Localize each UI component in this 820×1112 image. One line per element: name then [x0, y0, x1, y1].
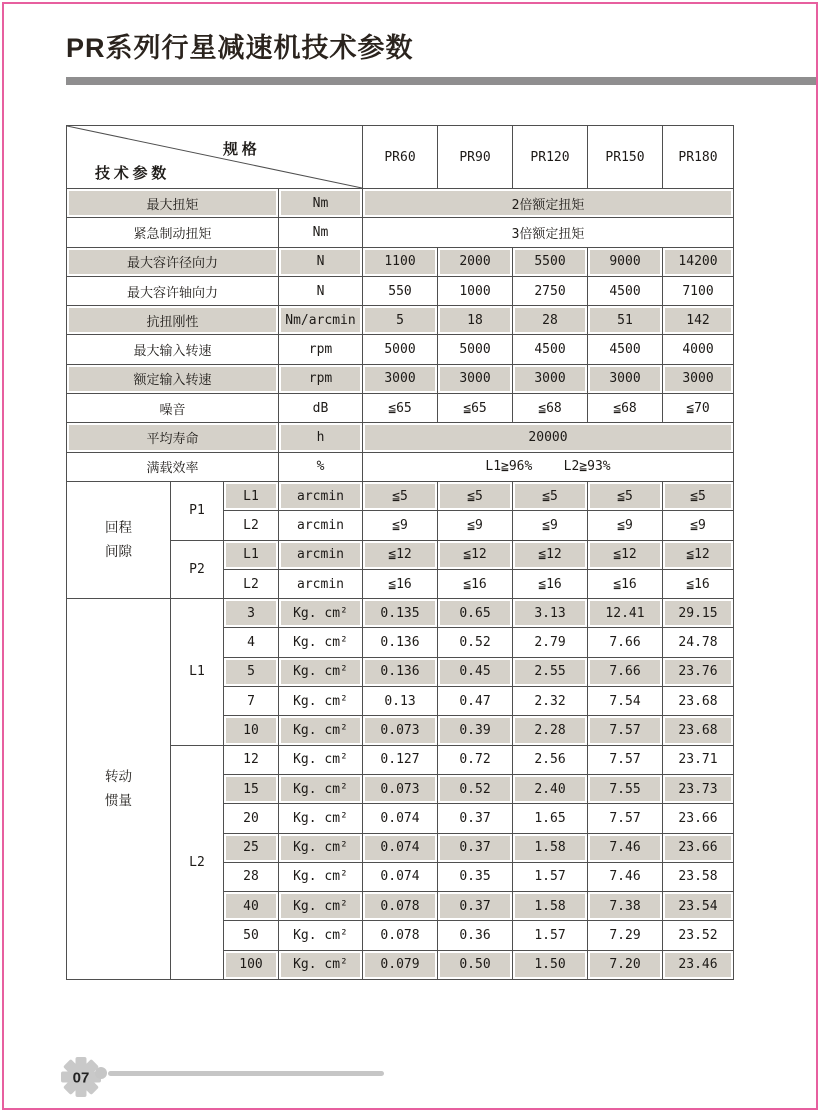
value-cell: ≦9 [363, 511, 438, 540]
column-header: PR180 [663, 126, 734, 189]
unit-cell: Kg. cm² [279, 892, 363, 921]
value-cell: 2.55 [513, 657, 588, 686]
value-cell: ≦16 [663, 569, 734, 598]
value-cell: 1.57 [513, 921, 588, 950]
value-cell: ≦5 [588, 481, 663, 510]
value-cell: 7.46 [588, 862, 663, 891]
value-cell: ≦9 [438, 511, 513, 540]
section-label-text: 转动惯量 [104, 768, 132, 809]
table-row [67, 276, 734, 305]
value-cell: ≦65 [363, 394, 438, 423]
value-cell: 0.127 [363, 745, 438, 774]
value-cell: 24.78 [663, 628, 734, 657]
column-header: PR60 [363, 126, 438, 189]
value-cell: 3000 [588, 364, 663, 393]
value-cell: 0.135 [363, 599, 438, 628]
row-label: 噪音 [67, 394, 279, 423]
value-cell: 0.45 [438, 657, 513, 686]
row-label: 紧急制动扭矩 [67, 218, 279, 247]
value-cell: 23.66 [663, 804, 734, 833]
row-label: 平均寿命 [67, 423, 279, 452]
value-cell: 0.074 [363, 833, 438, 862]
value-cell: 23.68 [663, 687, 734, 716]
unit-cell: % [279, 452, 363, 481]
value-cell: ≦5 [363, 481, 438, 510]
value-cell: 2.56 [513, 745, 588, 774]
ratio-cell: 7 [224, 687, 279, 716]
value-cell: 18 [438, 306, 513, 335]
value-cell: ≦16 [438, 569, 513, 598]
value-cell: ≦12 [363, 540, 438, 569]
value-cell: 7.57 [588, 804, 663, 833]
value-cell: 0.073 [363, 716, 438, 745]
corner-label-spec: 规 格 [223, 142, 257, 158]
value-cell: 0.37 [438, 892, 513, 921]
ratio-cell: 15 [224, 774, 279, 803]
value-cell: 0.72 [438, 745, 513, 774]
value-cell: 7.29 [588, 921, 663, 950]
group-cell: L1 [171, 599, 224, 745]
ratio-cell: 50 [224, 921, 279, 950]
grade-cell: P2 [171, 540, 224, 599]
value-cell: 1000 [438, 276, 513, 305]
unit-cell: Kg. cm² [279, 687, 363, 716]
value-cell: ≦9 [513, 511, 588, 540]
value-cell: L1≧96% L2≧93% [363, 452, 734, 481]
value-cell: 1.50 [513, 950, 588, 979]
value-cell: 0.35 [438, 862, 513, 891]
table-row [67, 452, 734, 481]
row-label: 抗扭刚性 [67, 306, 279, 335]
value-cell: ≦12 [588, 540, 663, 569]
value-cell: 0.13 [363, 687, 438, 716]
value-cell: 3.13 [513, 599, 588, 628]
unit-cell: Kg. cm² [279, 921, 363, 950]
unit-cell: h [279, 423, 363, 452]
spec-table [66, 125, 734, 980]
value-cell: 0.37 [438, 804, 513, 833]
value-cell: 3倍额定扭矩 [363, 218, 734, 247]
value-cell: ≦9 [588, 511, 663, 540]
column-header: PR120 [513, 126, 588, 189]
value-cell: 23.71 [663, 745, 734, 774]
value-cell: 3000 [438, 364, 513, 393]
value-cell: 3000 [363, 364, 438, 393]
value-cell: 0.073 [363, 774, 438, 803]
value-cell: ≦5 [663, 481, 734, 510]
ratio-cell: 10 [224, 716, 279, 745]
value-cell: 7.66 [588, 657, 663, 686]
unit-cell: Kg. cm² [279, 804, 363, 833]
value-cell: 2000 [438, 247, 513, 276]
value-cell: 0.078 [363, 921, 438, 950]
value-cell: ≦68 [513, 394, 588, 423]
value-cell: 23.76 [663, 657, 734, 686]
value-cell: 7.57 [588, 745, 663, 774]
row-label: 满载效率 [67, 452, 279, 481]
value-cell: 23.68 [663, 716, 734, 745]
row-label: 最大输入转速 [67, 335, 279, 364]
value-cell: 0.65 [438, 599, 513, 628]
level-cell: L2 [224, 569, 279, 598]
value-cell: ≦65 [438, 394, 513, 423]
value-cell: 4000 [663, 335, 734, 364]
footer-line [108, 1071, 384, 1076]
value-cell: 0.136 [363, 628, 438, 657]
table-row [67, 481, 734, 510]
value-cell: 1100 [363, 247, 438, 276]
title-underline-bar [66, 77, 816, 85]
value-cell: ≦12 [663, 540, 734, 569]
unit-cell: N [279, 247, 363, 276]
value-cell: 0.136 [363, 657, 438, 686]
unit-cell: Kg. cm² [279, 862, 363, 891]
value-cell: 23.46 [663, 950, 734, 979]
ratio-cell: 25 [224, 833, 279, 862]
unit-cell: Kg. cm² [279, 716, 363, 745]
table-row [67, 394, 734, 423]
value-cell: 2倍额定扭矩 [363, 189, 734, 218]
value-cell: 5500 [513, 247, 588, 276]
unit-cell: Kg. cm² [279, 774, 363, 803]
unit-cell: N [279, 276, 363, 305]
ratio-cell: 100 [224, 950, 279, 979]
unit-cell: dB [279, 394, 363, 423]
unit-cell: Kg. cm² [279, 745, 363, 774]
value-cell: 3000 [663, 364, 734, 393]
unit-cell: Nm/arcmin [279, 306, 363, 335]
unit-cell: Kg. cm² [279, 950, 363, 979]
value-cell: ≦16 [588, 569, 663, 598]
value-cell: ≦5 [438, 481, 513, 510]
value-cell: ≦16 [363, 569, 438, 598]
level-cell: L1 [224, 481, 279, 510]
value-cell: 0.39 [438, 716, 513, 745]
value-cell: 2.32 [513, 687, 588, 716]
unit-cell: rpm [279, 364, 363, 393]
ratio-cell: 40 [224, 892, 279, 921]
value-cell: 0.36 [438, 921, 513, 950]
value-cell: 12.41 [588, 599, 663, 628]
unit-cell: arcmin [279, 511, 363, 540]
value-cell: 2.28 [513, 716, 588, 745]
corner-label-param: 技 术 参 数 [95, 166, 167, 182]
value-cell: 3000 [513, 364, 588, 393]
value-cell: 51 [588, 306, 663, 335]
value-cell: 7.54 [588, 687, 663, 716]
value-cell: ≦70 [663, 394, 734, 423]
value-cell: ≦12 [438, 540, 513, 569]
value-cell: 0.074 [363, 862, 438, 891]
value-cell: 7.57 [588, 716, 663, 745]
row-label: 最大容许轴向力 [67, 276, 279, 305]
value-cell: 14200 [663, 247, 734, 276]
value-cell: 550 [363, 276, 438, 305]
ratio-cell: 20 [224, 804, 279, 833]
page-title: PR系列行星减速机技术参数 [66, 33, 414, 63]
footer-dot [95, 1067, 107, 1079]
value-cell: 1.58 [513, 892, 588, 921]
level-cell: L1 [224, 540, 279, 569]
value-cell: 7.66 [588, 628, 663, 657]
value-cell: 23.73 [663, 774, 734, 803]
value-cell: 0.37 [438, 833, 513, 862]
row-label: 额定输入转速 [67, 364, 279, 393]
table-row [67, 423, 734, 452]
value-cell: ≦5 [513, 481, 588, 510]
value-cell: 4500 [588, 276, 663, 305]
value-cell: ≦68 [588, 394, 663, 423]
unit-cell: arcmin [279, 481, 363, 510]
value-cell: 2.40 [513, 774, 588, 803]
value-cell: 5000 [363, 335, 438, 364]
value-cell: 1.65 [513, 804, 588, 833]
value-cell: 9000 [588, 247, 663, 276]
table-row [67, 247, 734, 276]
value-cell: 7100 [663, 276, 734, 305]
row-label: 最大扭矩 [67, 189, 279, 218]
value-cell: 5 [363, 306, 438, 335]
level-cell: L2 [224, 511, 279, 540]
table-row [67, 126, 734, 189]
value-cell: 23.52 [663, 921, 734, 950]
value-cell: 0.52 [438, 774, 513, 803]
value-cell: 0.52 [438, 628, 513, 657]
ratio-cell: 4 [224, 628, 279, 657]
value-cell: ≦9 [663, 511, 734, 540]
spec-table-wrap [66, 125, 734, 980]
value-cell: 0.079 [363, 950, 438, 979]
value-cell: 4500 [588, 335, 663, 364]
value-cell: ≦12 [513, 540, 588, 569]
unit-cell: Kg. cm² [279, 657, 363, 686]
unit-cell: Nm [279, 218, 363, 247]
value-cell: 5000 [438, 335, 513, 364]
table-row [67, 335, 734, 364]
unit-cell: Kg. cm² [279, 833, 363, 862]
value-cell: 29.15 [663, 599, 734, 628]
ratio-cell: 3 [224, 599, 279, 628]
value-cell: 0.50 [438, 950, 513, 979]
value-cell: 4500 [513, 335, 588, 364]
ratio-cell: 12 [224, 745, 279, 774]
column-header: PR150 [588, 126, 663, 189]
value-cell: 0.47 [438, 687, 513, 716]
value-cell: 7.38 [588, 892, 663, 921]
value-cell: 7.55 [588, 774, 663, 803]
value-cell: 0.078 [363, 892, 438, 921]
grade-cell: P1 [171, 481, 224, 540]
value-cell: 23.54 [663, 892, 734, 921]
value-cell: 23.66 [663, 833, 734, 862]
value-cell: 20000 [363, 423, 734, 452]
page-number: 07 [72, 1069, 90, 1087]
section-label-text: 回程间隙 [104, 519, 132, 560]
ratio-cell: 5 [224, 657, 279, 686]
unit-cell: arcmin [279, 569, 363, 598]
value-cell: 1.57 [513, 862, 588, 891]
value-cell: 7.20 [588, 950, 663, 979]
row-label: 最大容许径向力 [67, 247, 279, 276]
corner-cell [67, 126, 363, 189]
value-cell: 7.46 [588, 833, 663, 862]
table-row [67, 218, 734, 247]
unit-cell: Kg. cm² [279, 599, 363, 628]
value-cell: 2750 [513, 276, 588, 305]
column-header: PR90 [438, 126, 513, 189]
section-label-backlash [67, 481, 171, 598]
unit-cell: Nm [279, 189, 363, 218]
table-row [67, 599, 734, 628]
unit-cell: arcmin [279, 540, 363, 569]
value-cell: 1.58 [513, 833, 588, 862]
value-cell: ≦16 [513, 569, 588, 598]
value-cell: 28 [513, 306, 588, 335]
ratio-cell: 28 [224, 862, 279, 891]
unit-cell: rpm [279, 335, 363, 364]
table-row [67, 189, 734, 218]
value-cell: 142 [663, 306, 734, 335]
table-row [67, 364, 734, 393]
value-cell: 0.074 [363, 804, 438, 833]
value-cell: 23.58 [663, 862, 734, 891]
section-label-inertia [67, 599, 171, 980]
table-row [67, 306, 734, 335]
group-cell: L2 [171, 745, 224, 979]
value-cell: 2.79 [513, 628, 588, 657]
unit-cell: Kg. cm² [279, 628, 363, 657]
